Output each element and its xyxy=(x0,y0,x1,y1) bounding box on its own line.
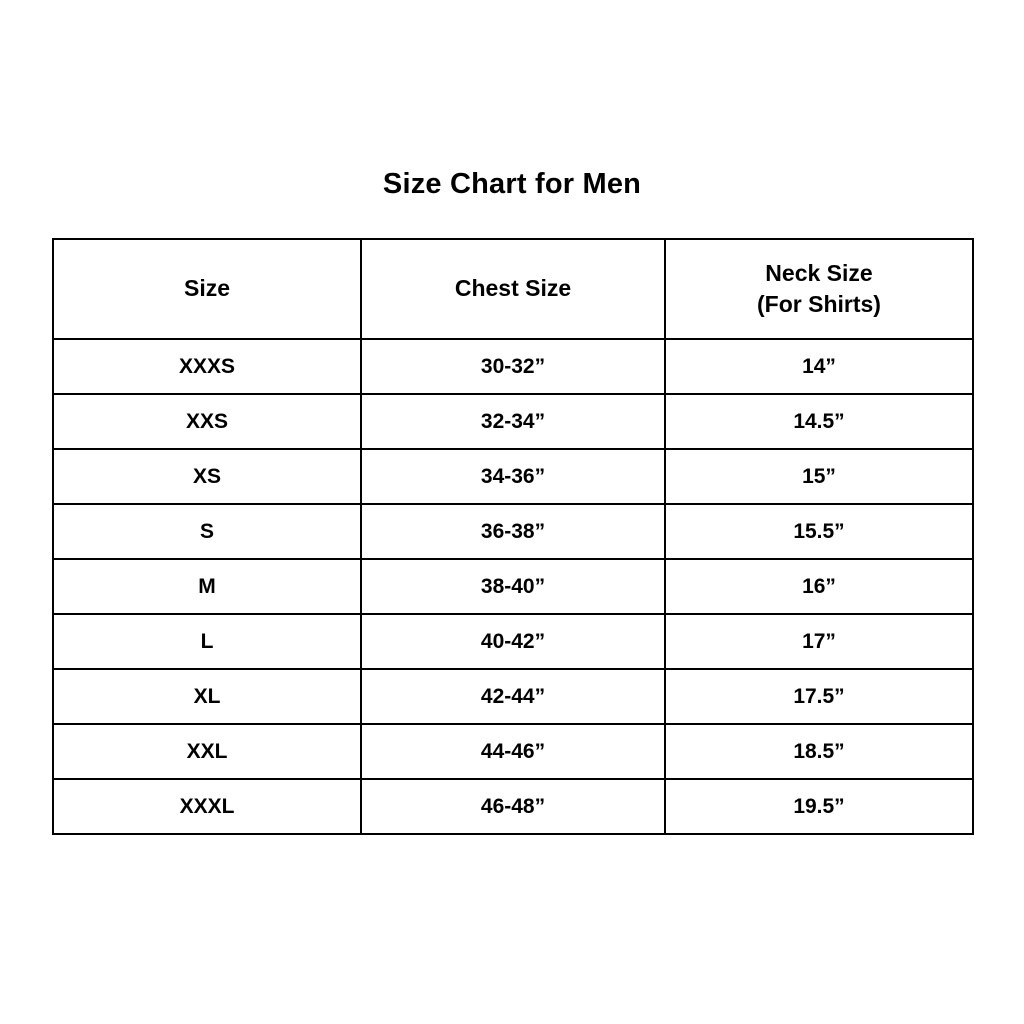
cell-size: M xyxy=(53,559,361,614)
cell-size: S xyxy=(53,504,361,559)
header-row xyxy=(53,239,973,339)
table-row xyxy=(53,779,973,834)
table-row xyxy=(53,449,973,504)
cell-size: XXS xyxy=(53,394,361,449)
cell-chest: 42-44” xyxy=(361,669,665,724)
column-header-size-label: Size xyxy=(183,275,231,302)
cell-size: XL xyxy=(53,669,361,724)
table-row xyxy=(53,614,973,669)
page-title: Size Chart for Men xyxy=(382,168,642,200)
cell-chest: 32-34” xyxy=(361,394,665,449)
table-row xyxy=(53,339,973,394)
cell-size: XS xyxy=(53,449,361,504)
column-header-chest-size xyxy=(361,239,665,339)
cell-chest: 46-48” xyxy=(361,779,665,834)
cell-neck: 16” xyxy=(665,559,973,614)
cell-neck: 17” xyxy=(665,614,973,669)
column-header-chest-size-label: Chest Size xyxy=(454,275,572,302)
table-row xyxy=(53,724,973,779)
cell-neck: 14” xyxy=(665,339,973,394)
cell-chest: 36-38” xyxy=(361,504,665,559)
cell-neck: 18.5” xyxy=(665,724,973,779)
cell-chest: 38-40” xyxy=(361,559,665,614)
table-row xyxy=(53,504,973,559)
table-body xyxy=(53,339,973,834)
column-header-neck-size-sublabel: (For Shirts) xyxy=(757,291,881,317)
table-row xyxy=(53,394,973,449)
cell-size: XXXL xyxy=(53,779,361,834)
cell-size: XXXS xyxy=(53,339,361,394)
cell-size: XXL xyxy=(53,724,361,779)
cell-chest: 30-32” xyxy=(361,339,665,394)
cell-chest: 40-42” xyxy=(361,614,665,669)
cell-neck: 15.5” xyxy=(665,504,973,559)
size-chart-table xyxy=(52,238,974,835)
cell-chest: 34-36” xyxy=(361,449,665,504)
cell-neck: 15” xyxy=(665,449,973,504)
cell-chest: 44-46” xyxy=(361,724,665,779)
cell-neck: 19.5” xyxy=(665,779,973,834)
size-chart-table-container xyxy=(52,238,972,835)
table-row xyxy=(53,559,973,614)
column-header-size xyxy=(53,239,361,339)
column-header-neck-size xyxy=(665,239,973,339)
table-header xyxy=(53,239,973,339)
cell-size: L xyxy=(53,614,361,669)
cell-neck: 14.5” xyxy=(665,394,973,449)
column-header-neck-size-label: Neck Size xyxy=(765,259,873,286)
cell-neck: 17.5” xyxy=(665,669,973,724)
table-row xyxy=(53,669,973,724)
